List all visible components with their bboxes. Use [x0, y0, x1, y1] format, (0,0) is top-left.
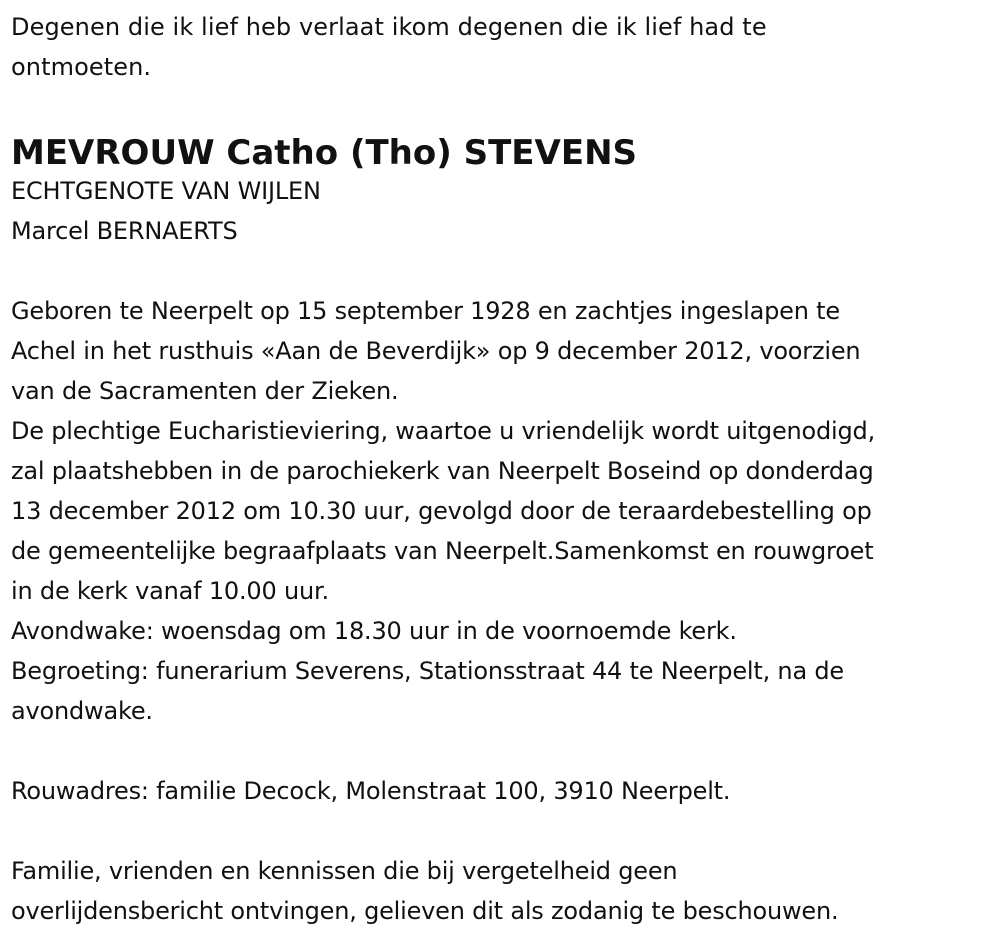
body-line: de gemeentelijke begraafplaats van Neerpelt.Samenkomst en rouwgroet: [11, 537, 874, 565]
deceased-name: MEVROUW Catho (Tho) STEVENS: [11, 133, 638, 173]
body-line: Geboren te Neerpelt op 15 september 1928 en zachtjes ingeslapen te: [11, 297, 840, 325]
motto-line: Degenen die ik lief heb verlaat ikom degenen die ik lief had te: [11, 13, 767, 41]
body-line: De plechtige Eucharistieviering, waartoe u vriendelijk wordt uitgenodigd,: [11, 417, 876, 445]
body-line: 13 december 2012 om 10.30 uur, gevolgd door de teraardebestelling op: [11, 497, 872, 525]
closing-note: [11, 851, 996, 931]
body-line: zal plaatshebben in de parochiekerk van Neerpelt Boseind op donderdag: [11, 457, 874, 485]
spouse-line: Marcel BERNAERTS: [11, 217, 238, 245]
mourning-address: Rouwadres: familie Decock, Molenstraat 100, 3910 Neerpelt.: [11, 777, 731, 805]
body-line: Achel in het rusthuis «Aan de Beverdijk» op 9 december 2012, voorzien: [11, 337, 861, 365]
body-line: avondwake.: [11, 697, 153, 725]
spouse-info: [11, 171, 996, 251]
spacer: [11, 731, 996, 771]
spacer: [11, 811, 996, 851]
body-line: Begroeting: funerarium Severens, Stationsstraat 44 te Neerpelt, na de: [11, 657, 844, 685]
closing-line: Familie, vrienden en kennissen die bij vergetelheid geen: [11, 857, 678, 885]
notice-body: [11, 291, 996, 731]
body-line: Avondwake: woensdag om 18.30 uur in de voornoemde kerk.: [11, 617, 737, 645]
motto: [11, 7, 996, 87]
spouse-line: ECHTGENOTE VAN WIJLEN: [11, 177, 321, 205]
motto-line: ontmoeten.: [11, 53, 152, 81]
spacer: [11, 251, 996, 291]
body-line: in de kerk vanaf 10.00 uur.: [11, 577, 329, 605]
body-line: van de Sacramenten der Zieken.: [11, 377, 399, 405]
obituary-notice: [11, 7, 996, 931]
closing-line: overlijdensbericht ontvingen, gelieven dit als zodanig te beschouwen.: [11, 897, 839, 925]
